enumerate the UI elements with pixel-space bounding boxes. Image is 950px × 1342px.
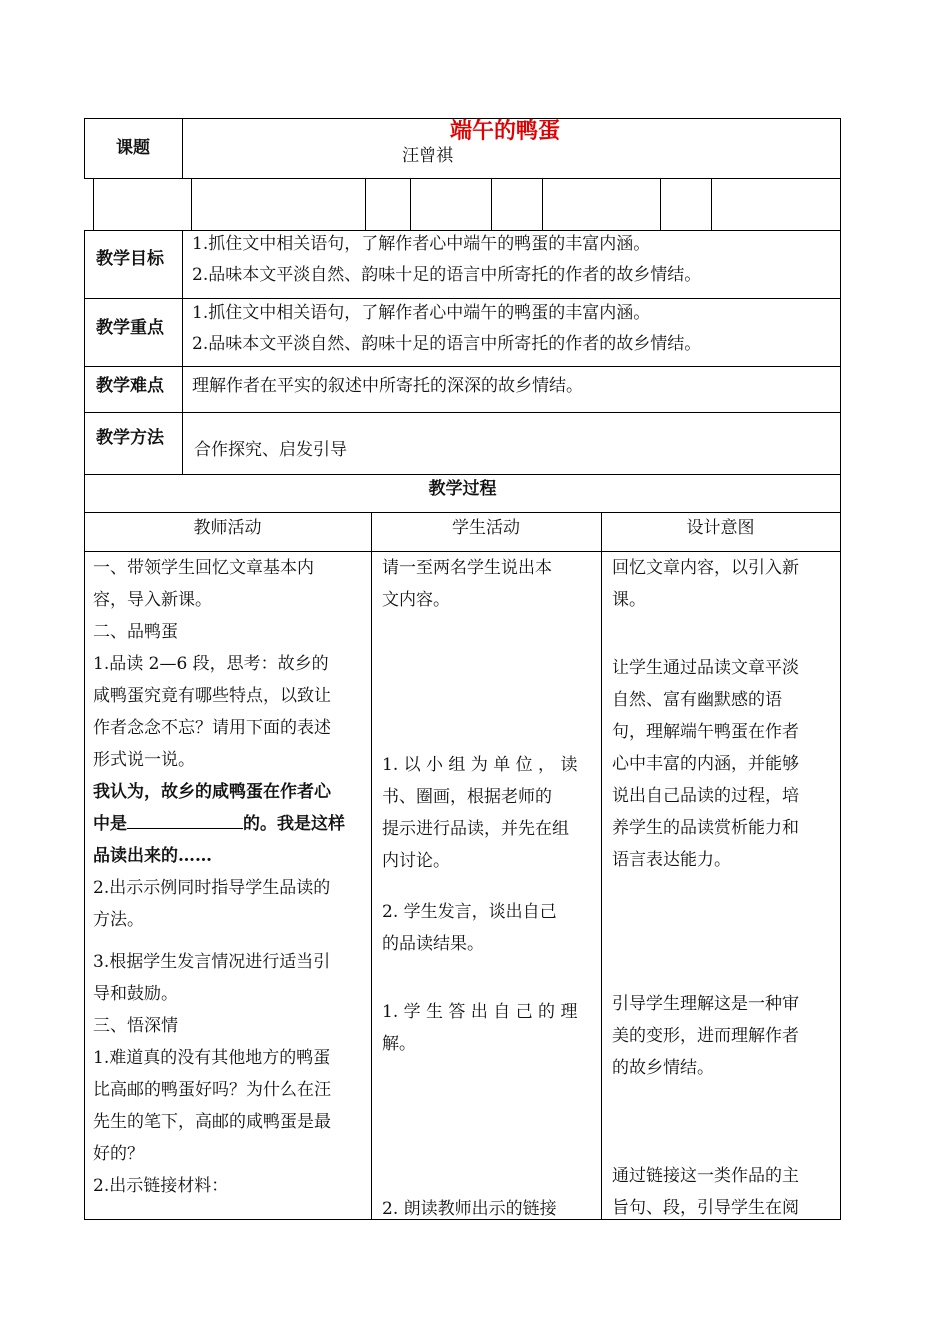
lesson-title: 端午的鸭蛋 [450, 119, 561, 144]
text-fragment: 中是 [93, 814, 127, 834]
design-line: 养学生的品读赏析能力和 [612, 818, 799, 838]
text-line: 品读出来的…… [93, 846, 212, 866]
method-text: 合作探究、启发引导 [194, 440, 347, 460]
student-line: 2. 学生发言，谈出自己 [382, 902, 557, 922]
student-line: 书、圈画，根据老师的 [382, 787, 552, 807]
col-header-student: 学生活动 [452, 518, 520, 538]
table-border [182, 118, 183, 178]
text-line: 作者念念不忘？请用下面的表述 [93, 718, 331, 738]
table-border [711, 178, 712, 230]
fill-in-blank [127, 810, 243, 829]
design-line: 句，理解端午鸭蛋在作者 [612, 722, 799, 742]
student-line: 内讨论。 [382, 851, 450, 871]
table-border [365, 178, 366, 230]
table-border [93, 178, 94, 230]
text-line: 比高邮的鸭蛋好吗？为什么在汪 [93, 1080, 331, 1100]
design-line: 自然、富有幽默感的语 [612, 690, 782, 710]
text-line: 咸鸭蛋究竟有哪些特点，以致让 [93, 686, 331, 706]
student-line: 文内容。 [382, 590, 450, 610]
student-line: 1. 以 小 组 为 单 位 ， 读 [382, 755, 578, 775]
text-line: 我认为，故乡的咸鸭蛋在作者心 [93, 782, 331, 802]
text-line: 2.出示示例同时指导学生品读的 [93, 878, 331, 898]
text-line: 三、悟深情 [93, 1016, 178, 1036]
design-line: 旨句、段，引导学生在阅 [612, 1198, 799, 1218]
text-line: 好的？ [93, 1144, 144, 1164]
table-border [660, 178, 661, 230]
text-line: 容，导入新课。 [93, 590, 212, 610]
table-border [542, 178, 543, 230]
design-line: 语言表达能力。 [612, 850, 731, 870]
design-line: 让学生通过品读文章平淡 [612, 658, 799, 678]
text-line: 先生的笔下，高邮的咸鸭蛋是最 [93, 1112, 331, 1132]
col-header-teacher: 教师活动 [193, 518, 262, 538]
table-border [371, 512, 372, 1220]
key-points-line: 1.抓住文中相关语句，了解作者心中端午的鸭蛋的丰富内涵。 [192, 303, 651, 323]
design-line: 心中丰富的内涵，并能够 [612, 754, 799, 774]
table-border [84, 230, 85, 1220]
student-line: 1. 学 生 答 出 自 己 的 理 [382, 1002, 578, 1022]
text-line [93, 808, 365, 840]
design-line: 的故乡情结。 [612, 1058, 714, 1078]
difficulty-label: 教学难点 [96, 376, 164, 396]
student-line: 请一至两名学生说出本 [382, 558, 552, 578]
design-line: 引导学生理解这是一种审 [612, 994, 799, 1014]
text-line: 形式说一说。 [93, 750, 195, 770]
design-line: 美的变形，进而理解作者 [612, 1026, 799, 1046]
text-line: 方法。 [93, 910, 144, 930]
text-line: 导和鼓励。 [93, 984, 178, 1004]
text-line: 二、品鸭蛋 [93, 622, 178, 642]
design-line: 课。 [612, 590, 646, 610]
table-border [84, 366, 841, 367]
text-line: 1.品读 2—6 段，思考：故乡的 [93, 654, 329, 674]
table-border [84, 178, 841, 179]
design-line: 通过链接这一类作品的主 [612, 1166, 799, 1186]
table-border [191, 178, 192, 230]
subject-label: 课题 [116, 138, 150, 158]
table-border [491, 178, 492, 230]
goals-line: 2.品味本文平淡自然、韵味十足的语言中所寄托的作者的故乡情结。 [192, 265, 702, 285]
text-line: 1.难道真的没有其他地方的鸭蛋 [93, 1048, 331, 1068]
col-header-design: 设计意图 [686, 518, 755, 538]
goals-line: 1.抓住文中相关语句，了解作者心中端午的鸭蛋的丰富内涵。 [192, 234, 651, 254]
process-title: 教学过程 [428, 479, 497, 499]
goals-label: 教学目标 [96, 249, 164, 269]
student-line: 的品读结果。 [382, 934, 484, 954]
table-border [84, 412, 841, 413]
table-border [84, 118, 85, 178]
text-line: 3.根据学生发言情况进行适当引 [93, 952, 331, 972]
table-border [410, 178, 411, 230]
student-line: 解。 [382, 1034, 416, 1054]
teacher-activity [93, 552, 365, 1202]
key-points-line: 2.品味本文平淡自然、韵味十足的语言中所寄托的作者的故乡情结。 [192, 334, 702, 354]
table-border [840, 118, 841, 1220]
text-line: 2.出示链接材料： [93, 1176, 229, 1196]
table-border [182, 230, 183, 474]
author-name: 汪曾祺 [402, 146, 453, 166]
student-line: 提示进行品读，并先在组 [382, 819, 569, 839]
text-fragment: 的。我是这样 [243, 814, 345, 834]
design-line: 回忆文章内容，以引入新 [612, 558, 799, 578]
key-points-label: 教学重点 [96, 318, 164, 338]
table-border [601, 512, 602, 1220]
design-line: 说出自己品读的过程，培 [612, 786, 799, 806]
student-line: 2. 朗读教师出示的链接 [382, 1199, 557, 1219]
method-label: 教学方法 [96, 428, 164, 448]
difficulty-text: 理解作者在平实的叙述中所寄托的深深的故乡情结。 [192, 376, 583, 396]
text-line: 一、带领学生回忆文章基本内 [93, 558, 314, 578]
